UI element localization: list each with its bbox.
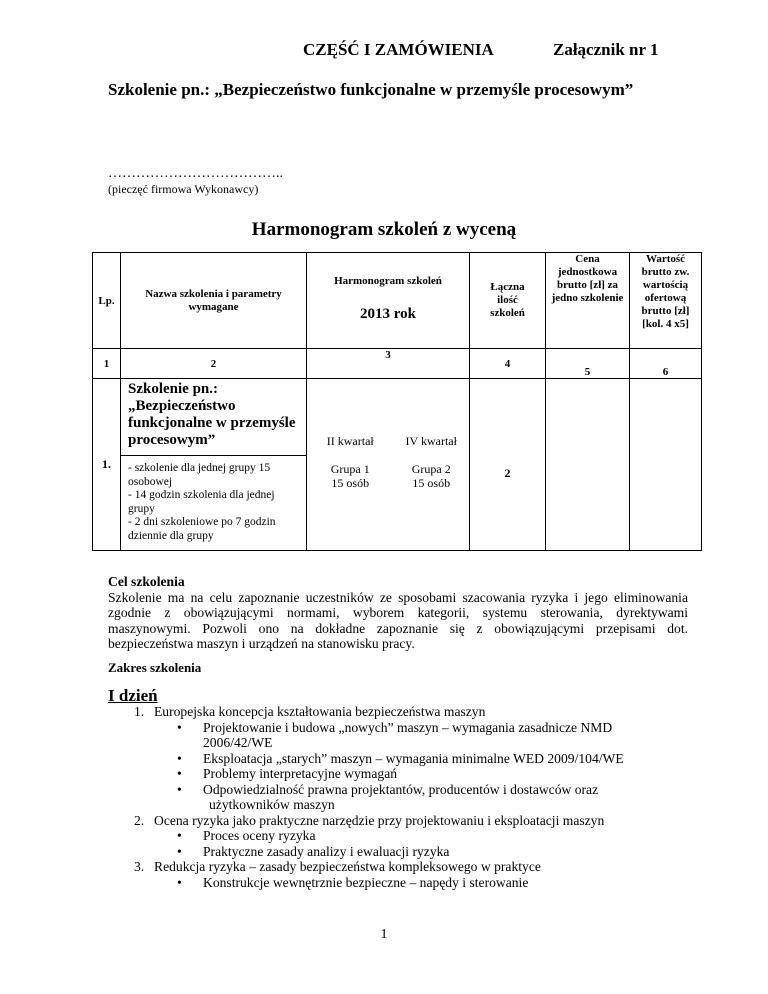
day-title: I dzień (108, 686, 158, 705)
program-item: 2. Ocena ryzyka jako praktyczne narzędzie przy projektowaniu i eksploatacji maszyn • Proces oceny ryzyka • Praktyczne zasady analizy i ewaluacji ryzyka (134, 813, 694, 860)
page-number: 1 (380, 927, 388, 942)
program-subitem: • Problemy interpretacyjne wymagań (177, 766, 398, 781)
group2-cell: Grupa 2 15 osób (394, 456, 470, 551)
total-cell: 2 (470, 379, 546, 551)
value-cell (630, 379, 702, 551)
program-item: 1. Europejska koncepcja kształtowania bezpieczeństwa maszyn • Projektowanie i budowa „nowych” maszyn – wymagania zasadnicze NMD 2006/42/WE • Eksploatacja „starych” maszyn – wymagania minimalne WED 2009/104/WE • Problemy interpretacyjne wymagań • Odpowiedzialność prawna projektantów, producentów i dostawców oraz użytkowników maszyn (134, 704, 694, 813)
header-schedule: Harmonogram szkoleń 2013 rok (307, 253, 470, 349)
part-title: CZĘŚĆ I ZAMÓWIENIA (303, 40, 494, 59)
attachment-label: Załącznik nr 1 (553, 40, 659, 59)
row-lp: 1. (93, 379, 121, 551)
program-subitem: • Praktyczne zasady analizy i ewaluacji ryzyka (177, 843, 450, 859)
param-line: - szkolenie dla jednej grupy 15 osobowej (128, 462, 271, 488)
program-item: 3. Redukcja ryzyka – zasady bezpieczeństwa kompleksowego w praktyce • Konstrukcje wewnętrznie bezpieczne – napędy i sterowanie (134, 859, 694, 890)
col-number-1: 1 (93, 349, 121, 379)
params-cell (121, 456, 307, 551)
col-number-5: 5 (546, 349, 630, 379)
col-number-2: 2 (121, 349, 307, 379)
group1-cell: Grupa 1 15 osób (307, 456, 394, 551)
stamp-dotted-line: ……………………………….. (108, 166, 283, 181)
goal-section (108, 574, 688, 652)
header-total: Łączna ilość szkoleń (470, 253, 546, 349)
training-subtitle: Szkolenie pn.: „Bezpieczeństwo funkcjonalne w przemyśle procesowym” (108, 80, 634, 99)
goal-text: Szkolenie ma na celu zapoznanie uczestników ze sposobami szacowania ryzyka i jego eliminowania zgodnie z obowiązującymi normami, wyborem kategorii, systemu sterowania, dyrektywami maszynowymi. Pozwoli ono na dokładne zapoznanie się z obowiązującymi przepisami dot. bezpieczeństwa maszyn i urządzeń na stanowisku pracy. (108, 589, 688, 651)
header-year: 2013 rok (360, 306, 416, 322)
goal-title: Cel szkolenia (108, 574, 185, 589)
stamp-label: (pieczęć firmowa Wykonawcy) (108, 182, 259, 196)
header-value: Wartość brutto zw. wartością ofertową brutto [zł] [kol. 4 x5] (630, 253, 702, 349)
program-subitem: • Konstrukcje wewnętrznie bezpieczne – napędy i sterowanie (177, 874, 529, 890)
program-subitem: • Odpowiedzialność prawna projektantów, producentów i dostawców oraz użytkowników maszyn (177, 781, 599, 812)
program-subitem: • Projektowanie i budowa „nowych” maszyn – wymagania zasadnicze NMD 2006/42/WE (177, 719, 613, 750)
header-name: Nazwa szkolenia i parametry wymagane (121, 253, 307, 349)
program-subitem: • Eksploatacja „starych” maszyn – wymagania minimalne WED 2009/104/WE (177, 750, 624, 766)
program-list (134, 704, 694, 890)
training-name: Szkolenie pn.: „Bezpieczeństwo funkcjonalne w przemyśle procesowym” (128, 381, 296, 448)
q1-label-cell: II kwartał (307, 379, 394, 456)
header-unit-price: Cena jednostkowa brutto [zł] za jedno szkolenie (546, 253, 630, 349)
schedule-title: Harmonogram szkoleń z wyceną (251, 219, 517, 240)
param-line: - 14 godzin szkolenia dla jednej grupy (128, 489, 275, 515)
q2-label-cell: IV kwartał (394, 379, 470, 456)
training-name-cell (121, 379, 307, 456)
header-lp: Lp. (93, 253, 121, 349)
scope-title: Zakres szkolenia (108, 660, 202, 675)
unit-price-cell (546, 379, 630, 551)
param-line: - 2 dni szkoleniowe po 7 godzin dziennie dla grupy (128, 516, 276, 542)
schedule-table (92, 252, 702, 551)
col-number-3: 3 (307, 349, 470, 379)
program-subitem: • Proces oceny ryzyka (177, 828, 316, 843)
col-number-4: 4 (470, 349, 546, 379)
col-number-6: 6 (630, 349, 702, 379)
